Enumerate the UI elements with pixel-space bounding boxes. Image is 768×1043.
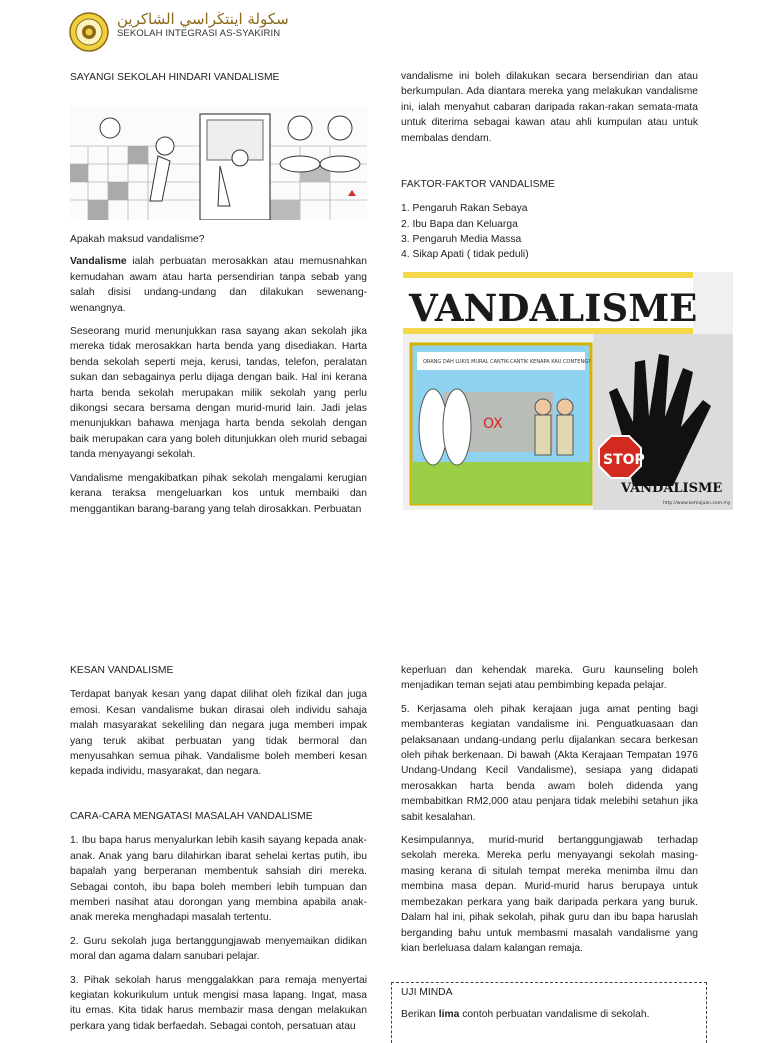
cara-title: CARA-CARA MENGATASI MASALAH VANDALISME: [70, 811, 313, 822]
factor-item: 1. Pengaruh Rakan Sebaya: [401, 203, 528, 215]
paragraph-continuation: vandalisme ini boleh dilakukan secara bersendirian dan atau berkumpulan. Ada diantara mereka yang melakukan vandalisme ini, ialah menyahut cabaran daripada rakan-rakan semata-mata untuk diterima sebagai kawan atau ahli kumpulan atau untuk membalas dendam.: [401, 71, 698, 144]
right-column-bottom: [401, 663, 698, 964]
uji-q-post: contoh perbuatan vandalisme di sekolah.: [459, 1009, 650, 1020]
paragraph-losses: Vandalisme mengakibatkan pihak sekolah mengalami kerugian kerana teraksa mengeluarkan kos untuk membaiki dan menggantikan barang-barang yang telah dirosakkan. Perbuatan: [70, 472, 367, 515]
vandalisme-poster: [403, 272, 733, 510]
definition-text: ialah perbuatan merosakkan atau memusnahkan kemudahan awam atau harta persendirian tanpa sebab yang salah disisi undang-undang dan dilakukan sewenang-wenangnya.: [70, 256, 367, 314]
cara-item-2: 2. Guru sekolah juga bertanggungjawab menyemaikan didikan moral dan agama dalam sanubari pelajar.: [70, 935, 367, 963]
factors-title: FAKTOR-FAKTOR VANDALISME: [401, 179, 555, 190]
definition-paragraph: [70, 254, 367, 316]
poster-speech-text: ORANG DAH LUKIS MURAL CANTIK-CANTIK KENAPA KAU CONTENG?: [423, 359, 591, 365]
cara-section: [70, 809, 367, 1042]
cara-item-3: 3. Pihak sekolah harus menggalakkan para remaja menyertai kegiatan kokurikulum untuk mengisi masa lapang. Ingat, masa itu emas. Kita tidak harus membazir masa dengan melakukan perkara yang tidak berfaedah. Sebagai contoh, persatuan atau: [70, 974, 367, 1032]
factor-item: 4. Sikap Apati ( tidak peduli): [401, 249, 529, 261]
right-column-top: [401, 69, 698, 154]
left-column-top: [70, 70, 367, 93]
kesan-section: [70, 663, 367, 788]
stop-sign-text: STOP: [603, 452, 645, 468]
left-column-body: [70, 232, 367, 525]
school-name: SEKOLAH INTEGRASI AS-SYAKIRIN: [117, 28, 281, 39]
uji-q-bold: lima: [438, 1009, 460, 1020]
factor-item: 2. Ibu Bapa dan Keluarga: [401, 218, 518, 230]
poster-title: VANDALISME: [409, 286, 698, 330]
paragraph-school-property: Seseorang murid menunjukkan rasa sayang akan sekolah jika mereka tidak merosakkan harta benda yang disediakan. Harta benda sekolah seperti meja, kerusi, tandas, telefon, peralatan sukan dan sebagainya perlu dijaga dengan baik. Hal ini kerana harta benda sekolah merupakan milik sekolah yang perlu dikongsi secara bersama dengan murid-murid lain. Jadi jelas menunjukkan bahawa menjaga harta benda sekolah dengan baik merupakan cara yang boleh ditunjukkan oleh murid sebagai tanda menyayangi sekolah.: [70, 326, 367, 461]
school-name-arabic: سكولة اينتڬراسي الشاكرين: [117, 10, 289, 28]
cara-item-1: 1. Ibu bapa harus menyalurkan lebih kasih sayang kepada anak-anak. Anak yang baru dilahirkan ibarat sehelai kertas putih, ibu bapalah yang berperanan membentuk sahsiah diri mereka. Sebagai contoh, ibu bapa boleh memberi lebih tumpuan dan memberi nasihat atau dorongan yang membina apabila anak-anak mereka menghadapi masalah tertentu.: [70, 835, 367, 924]
uji-q-pre: Berikan: [401, 1009, 439, 1020]
cara-item-5: 5. Kerjasama oleh pihak kerajaan juga amat penting bagi membanteras kegiatan vandalisme ini. Penguatkuasaan dan pelaksanaan undang-undang perlu dijalankan secara berkesan oleh pihak berkenaan. Di bawah (Akta Kerajaan Tempatan 1976 Undang-Undang Kecil Vandalisme), sesiapa yang didapati merosakkan harta benda awam boleh didenda yang membabitkan RM2,000 atau penjara tidak melebihi setahun jika sabit kesalahan.: [401, 703, 698, 823]
poster-vandalisme-small: VANDALISME: [621, 481, 723, 496]
factors-list: [401, 201, 698, 262]
uji-minda-title: UJI MINDA: [401, 987, 453, 998]
question-text: Apakah maksud vandalisme?: [70, 234, 205, 245]
factor-item: 3. Pengaruh Media Massa: [401, 234, 522, 245]
poster-url: http://www.kemajuan.com.my: [663, 501, 731, 506]
factors-section: [401, 177, 698, 263]
kesan-title: KESAN VANDALISME: [70, 665, 174, 676]
definition-term: Vandalisme: [70, 256, 127, 268]
kesimpulan-paragraph: Kesimpulannya, murid-murid bertanggungjawab terhadap sekolah mereka. Mereka perlu menyayangi sekolah masing-masing kerana di situlah tempat mereka menimba ilmu dan membina masa depan. Murid-murid harus berupaya untuk membezakan perkara yang baik daripada perkara yang buruk. Dalam hal ini, pihak sekolah, pihak guru dan ibu bapa haruslah berganding bahu untuk membasmi masalah vandalisme yang kian berleluasa dalam kalangan remaja.: [401, 835, 698, 954]
article-title: SAYANGI SEKOLAH HINDARI VANDALISME: [70, 72, 280, 83]
paragraph-counselor: keperluan dan kehendak mareka. Guru kaunseling boleh menjadikan teman sejati atau pembimbing kepada pelajar.: [401, 665, 698, 692]
school-logo: [69, 12, 109, 52]
svg-text:OX: OX: [483, 416, 503, 432]
kesan-paragraph: Terdapat banyak kesan yang dapat dilihat oleh fizikal dan juga emosi. Kesan vandalisme bukan dirasai oleh individu sahaja malah masyarakat sekeliling dan negara juga memberi impak yang teruk akibat perbuatan yang tidak bermoral dan menyusahkan semua pihak. Vandalisme boleh memberi kesan kepada individu, masyarakat, dan negara.: [70, 689, 367, 778]
vandalism-cartoon-illustration: [70, 106, 367, 220]
uji-minda-question: [401, 1009, 649, 1020]
